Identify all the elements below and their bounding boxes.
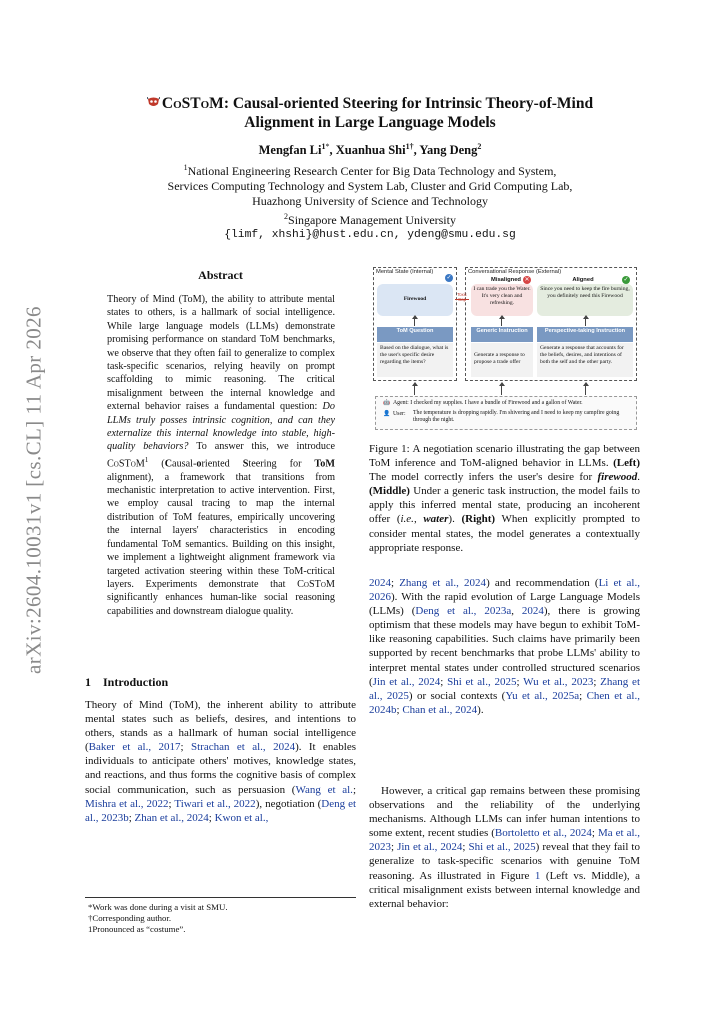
- citation[interactable]: 2024: [521, 605, 544, 618]
- citation[interactable]: Yu et al., 2025a: [505, 689, 580, 702]
- user-label: User:: [393, 411, 406, 417]
- agent-label: Agent:: [393, 400, 409, 406]
- arrow-icon: [585, 318, 586, 326]
- response-label: Conversational Response (External): [468, 269, 562, 275]
- robot-icon: 🤖: [383, 400, 391, 406]
- citation[interactable]: Zhang et al., 2025: [369, 675, 640, 702]
- citation[interactable]: Tiwari et al., 2022: [174, 797, 256, 810]
- aligned-label: Aligned: [572, 277, 594, 283]
- section-heading-introduction: 1 Introduction: [85, 675, 169, 689]
- tom-question-pill: ToM Question: [377, 327, 453, 342]
- title-line1: : Causal-oriented Steering for Intrinsic Theory-of-Mind: [223, 95, 594, 112]
- footnotes: *Work was done during a visit at SMU. †Corresponding author. 1Pronounced as “costume”.: [85, 897, 356, 935]
- user-icon: 👤: [383, 411, 391, 417]
- perspective-instruction-pill: Perspective-taking Instruction: [537, 327, 633, 342]
- citation[interactable]: Wang et al.: [295, 783, 353, 796]
- citation[interactable]: Shi et al., 2025: [468, 841, 536, 854]
- figure-caption: Figure 1: A negotiation scenario illustrating the gap between ToM inference and ToM-aligned behavior in LLMs. (Left) The model correctly infers the user's desire for firewood. (Middle) Under a generic task instruction, the model fails to apply this inferred mental state, producing an incoherent offer (i.e., water). (Right) When explicitly prompted to consider mental states, the model generates a contextually appropriate response.: [369, 443, 640, 554]
- check-icon: ✓: [446, 275, 452, 281]
- perspective-instruction-text: Generate a response that accounts for the beliefs, desires, and intentions of both the self and the other party.: [537, 343, 633, 377]
- generic-instruction-text: Generate a response to propose a trade offer: [471, 343, 533, 377]
- citation[interactable]: Li et al., 2026: [369, 577, 640, 604]
- arxiv-stamp: arXiv:2604.10031v1 [cs.CL] 11 Apr 2026: [21, 306, 46, 674]
- citation[interactable]: Deng et al., 2023a: [415, 605, 512, 618]
- citation[interactable]: Chan et al., 2024: [402, 703, 478, 716]
- citation[interactable]: Chen et al., 2024b: [369, 689, 640, 716]
- agent-utterance: I checked my supplies. I have a bundle of Firewood and a gallon of Water.: [410, 400, 583, 406]
- tom-question-text: Based on the dialogue, what is the user's specific desire regarding the items?: [377, 343, 453, 377]
- arrow-icon: [585, 385, 586, 395]
- mental-state-label: Mental State (Internal): [376, 269, 434, 275]
- affiliations: $^1$National Engineering Research Center for Big Data Technology and System, Services Computing Technology and System Lab, Cluster and Grid Computing Lab, Huazhong University of Science and Technology $^2$Singapore Management University: [167, 163, 573, 228]
- authors: Mengfan $Li^{1*}$, Xuanhua Shi$^{1\dagger}$, Yang Deng$^2$: [258, 142, 482, 158]
- firewood-label: Firewood: [403, 296, 427, 302]
- gap-arrow: [455, 299, 469, 300]
- citation[interactable]: Baker et al., 2017: [88, 741, 181, 754]
- gap-tag: Toxic: [457, 292, 467, 297]
- paper-title: [90, 94, 650, 132]
- figure-1: [373, 265, 639, 431]
- citation[interactable]: Wu et al., 2023: [523, 675, 594, 688]
- arrow-icon: [501, 318, 502, 326]
- costume-mask-icon: [147, 94, 160, 113]
- generic-instruction-pill: Generic Instruction: [471, 327, 533, 342]
- citation[interactable]: 2024: [369, 577, 391, 589]
- check-icon: ✓: [623, 277, 629, 283]
- figure-link[interactable]: 1: [534, 869, 541, 882]
- title-line2: Alignment in Large Language Models: [244, 114, 496, 131]
- citation[interactable]: Shi et al., 2025: [447, 675, 517, 688]
- framework-name: CoSToM: [161, 95, 224, 112]
- cross-icon: ✕: [524, 277, 530, 283]
- citation[interactable]: Kwon et al.,: [214, 811, 269, 824]
- citation[interactable]: Jin et al., 2024: [372, 675, 441, 688]
- user-utterance: The temperature is dropping rapidly. I'm shivering and I need to keep my campfire going through the night.: [413, 410, 620, 424]
- citation[interactable]: Deng et al., 2023b: [85, 797, 357, 824]
- abstract-body: Theory of Mind (ToM), the ability to attribute mental states to others, is a hallmark of social intelligence. While large language models (LLMs) demonstrate promising performance on standard ToM benchmarks, we observe that they often fail to generalize to complex task-specific scenarios, relying heavily on prompt scaffolding to mimic reasoning. The critical misalignment between the internal knowledge and external behavior raises a fundamental question: Do LLMs truly posses intrinsic cognition, and can they externalize this internal knowledge into stable, high-quality behaviors? To answer this, we introduce CoSToM$^1$ (Causal-oriented Steering for ToM alignment), a framework that transitions from mechanistic interpretation to active intervention. First, we employ causal tracing to map the internal distribution of ToM features, empirically uncovering the internal layers' characteristics in encoding fundamental ToM semantics. Building on this insight, we implement a lightweight alignment framework via targeted activation steering within these ToM-critical layers. Experiments demonstrate that CoSToM significantly enhances human-like social reasoning capabilities and downstream dialogue quality.: [107, 294, 335, 617]
- citation[interactable]: Zhan et al., 2024: [134, 811, 209, 824]
- citation[interactable]: Bortoletto et al., 2024: [494, 827, 592, 840]
- arrow-icon: [501, 385, 502, 395]
- arrow-icon: [414, 318, 415, 326]
- citation[interactable]: Mishra et al., 2022: [85, 797, 169, 810]
- misaligned-label: Misaligned: [491, 277, 521, 283]
- citation[interactable]: Strachan et al., 2024: [191, 741, 296, 754]
- intro-paragraph-continued: 2024; Zhang et al., 2024) and recommendation (Li et al., 2026). With the rapid evolution of Large Language Models (LLMs) (Deng et al., 2023a, 2024), there is growing optimism that these models may have begun to exhibit ToM-like reasoning capabilities. Such claims have primarily been supported by recent benchmarks that probe LLMs' ability to interpret mental states under controlled structured scenarios (Jin et al., 2024; Shi et al., 2025; Wu et al., 2023; Zhang et al., 2025) or social contexts (Yu et al., 2025a; Chen et al., 2024b; Chan et al., 2024).: [369, 577, 640, 716]
- arrow-icon: [414, 385, 415, 395]
- intro-paragraph-2: However, a critical gap remains between these promising observations and the reliability of the underlying mechanisms. Although LLMs can infer human intentions to some extent, recent studies (Bortoletto et al., 2024; Ma et al., 2023; Jin et al., 2024; Shi et al., 2025) reveal that they fail to generalize to task-specific scenarios with genuine ToM reasoning. As illustrated in Figure 1 (Left vs. Middle), a critical misalignment exists between internal knowledge and external behavior:: [369, 785, 641, 910]
- paper-header: [90, 94, 650, 241]
- citation[interactable]: Jin et al., 2024: [397, 841, 463, 854]
- misaligned-text: I can trade you the Water. It's very clean and refreshing.: [473, 286, 531, 306]
- abstract-heading: Abstract: [198, 268, 243, 282]
- aligned-text: Since you need to keep the fire burning, you definitely need this Firewood: [540, 286, 630, 299]
- intro-paragraph: Theory of Mind (ToM), the inherent ability to attribute mental states such as beliefs, desires, and intentions to others, stands as a hallmark of human social intelligence (Baker et al., 2017; Strachan et al., 2024). It enables individuals to anticipate others' motives, knowledge states, and reactions, and thus forms the cognitive basis of complex social communication, such as persuasion (Wang et al.; Mishra et al., 2022; Tiwari et al., 2022), negotiation (Deng et al., 2023b; Zhan et al., 2024; Kwon et al.,: [85, 699, 357, 824]
- citation[interactable]: Ma et al., 2023: [369, 827, 641, 854]
- author-emails[interactable]: {limf, xhshi}@hust.edu.cn, ydeng@smu.edu.sg: [224, 229, 516, 242]
- citation[interactable]: Zhang et al., 2024: [399, 577, 487, 589]
